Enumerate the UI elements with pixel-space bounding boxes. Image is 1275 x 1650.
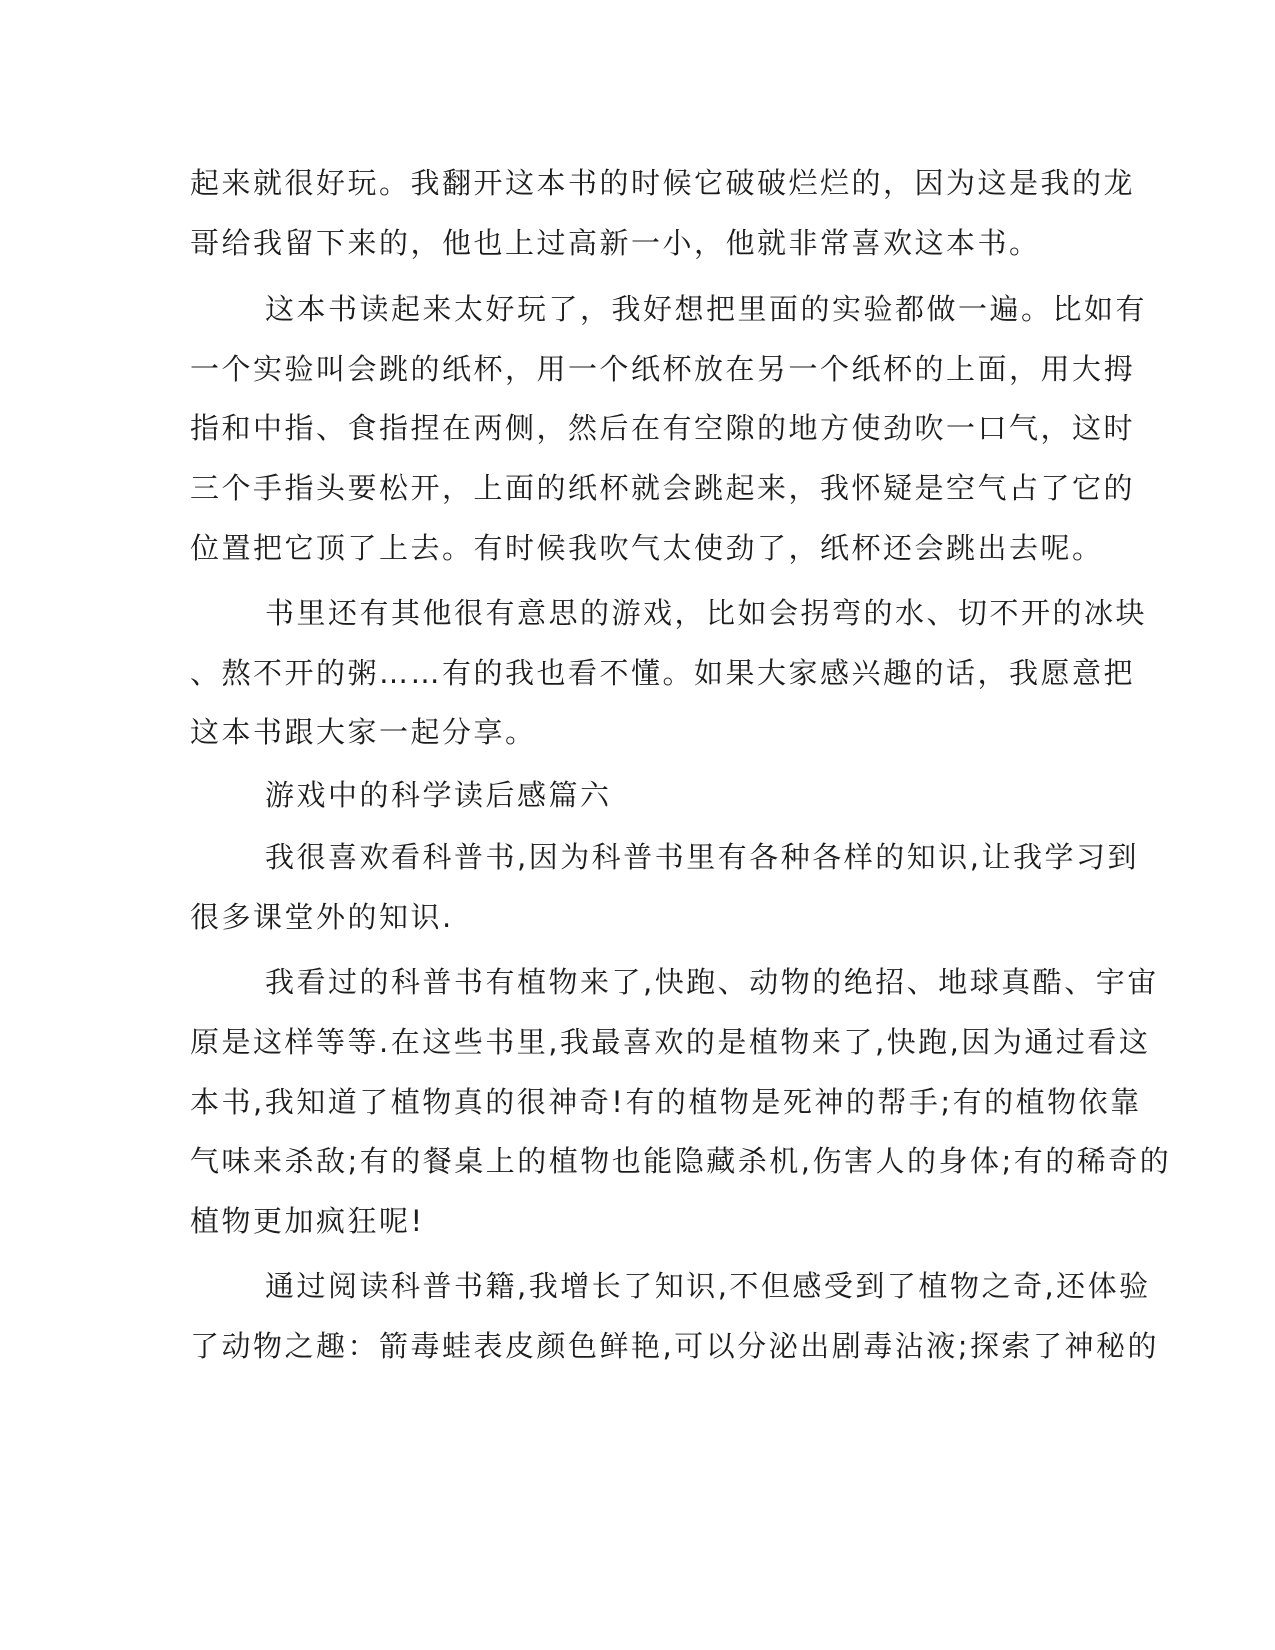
text-line: 本书,我知道了植物真的很神奇!有的植物是死神的帮手;有的植物依靠 <box>190 1085 1142 1119</box>
text-line: 指和中指、食指捏在两侧，然后在有空隙的地方使劲吹一口气，这时 <box>190 411 1136 445</box>
text-line: 气味来杀敌;有的餐桌上的植物也能隐藏杀机,伤害人的身体;有的稀奇的 <box>190 1144 1172 1178</box>
text-line: 植物更加疯狂呢! <box>190 1204 425 1238</box>
paragraph-start-line: 书里还有其他很有意思的游戏，比如会拐弯的水、切不开的冰块 <box>265 596 1148 630</box>
text-line: 起来就很好玩。我翻开这本书的时候它破破烂烂的，因为这是我的龙 <box>190 166 1136 200</box>
text-line: 原是这样等等.在这些书里,我最喜欢的是植物来了,快跑,因为通过看这 <box>190 1025 1151 1059</box>
paragraph-start-line: 我很喜欢看科普书,因为科普书里有各种各样的知识,让我学习到 <box>265 840 1139 874</box>
text-line: 这本书跟大家一起分享。 <box>190 715 537 749</box>
section-title: 游戏中的科学读后感篇六 <box>265 778 612 812</box>
paragraph-start-line: 这本书读起来太好玩了，我好想把里面的实验都做一遍。比如有 <box>265 292 1148 326</box>
text-line: 位置把它顶了上去。有时候我吹气太使劲了，纸杯还会跳出去呢。 <box>190 531 1104 565</box>
text-line: 很多课堂外的知识. <box>190 900 454 934</box>
text-line: 三个手指头要松开，上面的纸杯就会跳起来，我怀疑是空气占了它的 <box>190 471 1136 505</box>
text-line: 了动物之趣：箭毒蛙表皮颜色鲜艳,可以分泌出剧毒沾液;探索了神秘的 <box>190 1329 1159 1363</box>
paragraph-start-line: 通过阅读科普书籍,我增长了知识,不但感受到了植物之奇,还体验 <box>265 1269 1151 1303</box>
text-line: 一个实验叫会跳的纸杯，用一个纸杯放在另一个纸杯的上面，用大拇 <box>190 352 1136 386</box>
text-line: 、熬不开的粥……有的我也看不懂。如果大家感兴趣的话，我愿意把 <box>190 656 1136 690</box>
text-line: 哥给我留下来的，他也上过高新一小，他就非常喜欢这本书。 <box>190 226 1041 260</box>
paragraph-start-line: 我看过的科普书有植物来了,快跑、动物的绝招、地球真酷、宇宙 <box>265 965 1159 999</box>
